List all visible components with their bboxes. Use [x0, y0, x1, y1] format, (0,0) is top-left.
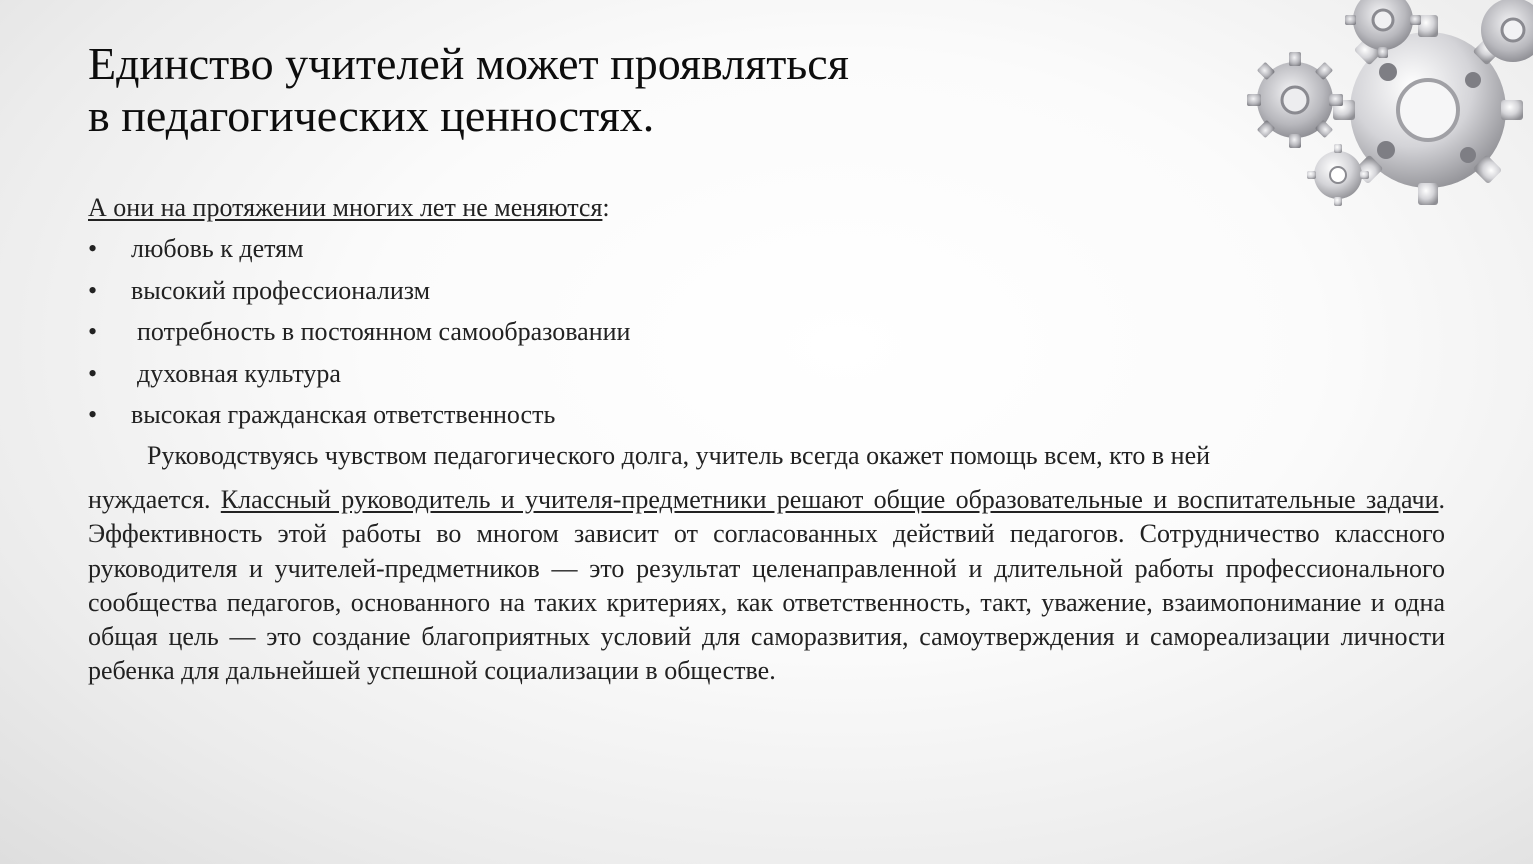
- paragraph-first-line: Руководствуясь чувством педагогического долга, учитель всегда окажет помощь всем, кто в ней: [147, 441, 1211, 470]
- list-item-text: любовь к детям: [131, 234, 304, 263]
- paragraph-rest: . Эффективность этой работы во многом зависит от согласованных действий педагогов. Сотрудничество классного руководителя и учителей-предметников — это результат целенаправленной и длительной работы профессионального сообщества педагогов, основанного на таких критериях, как ответственность, такт, уважение, взаимопонимание и одна общая цель — это создание благоприятных условий для саморазвития, самоутверждения и самореализации личности ребенка для дальнейшей успешной социализации в обществе.: [88, 485, 1445, 686]
- paragraph-lead: нуждается.: [88, 485, 221, 514]
- list-item-text: потребность в постоянном самообразовании: [137, 317, 631, 346]
- slide-title-line-2: в педагогических ценностях.: [88, 90, 655, 141]
- intro-underlined: А они на протяжении многих лет не меняются: [88, 193, 603, 222]
- bullet-icon: •: [88, 358, 98, 388]
- slide-title-line-1: Единство учителей может проявляться: [88, 38, 849, 89]
- list-item-text: духовная культура: [137, 358, 341, 388]
- intro-tail: :: [602, 193, 610, 222]
- list-item-text: высокая гражданская ответственность: [131, 400, 556, 429]
- list-item-text: высокий профессионализм: [131, 275, 431, 305]
- slide-title: [88, 38, 1188, 142]
- paragraph-underlined: Классный руководитель и учителя-предметники решают общие образовательные и воспитательные задачи: [220, 485, 1439, 514]
- bullet-icon: •: [88, 234, 98, 263]
- bullet-icon: •: [88, 400, 98, 429]
- bullet-icon: •: [88, 275, 98, 305]
- gears-icon: [1243, 0, 1533, 225]
- intro-line: [88, 193, 610, 223]
- bullet-icon: •: [88, 317, 98, 346]
- paragraph-body: [88, 483, 1445, 689]
